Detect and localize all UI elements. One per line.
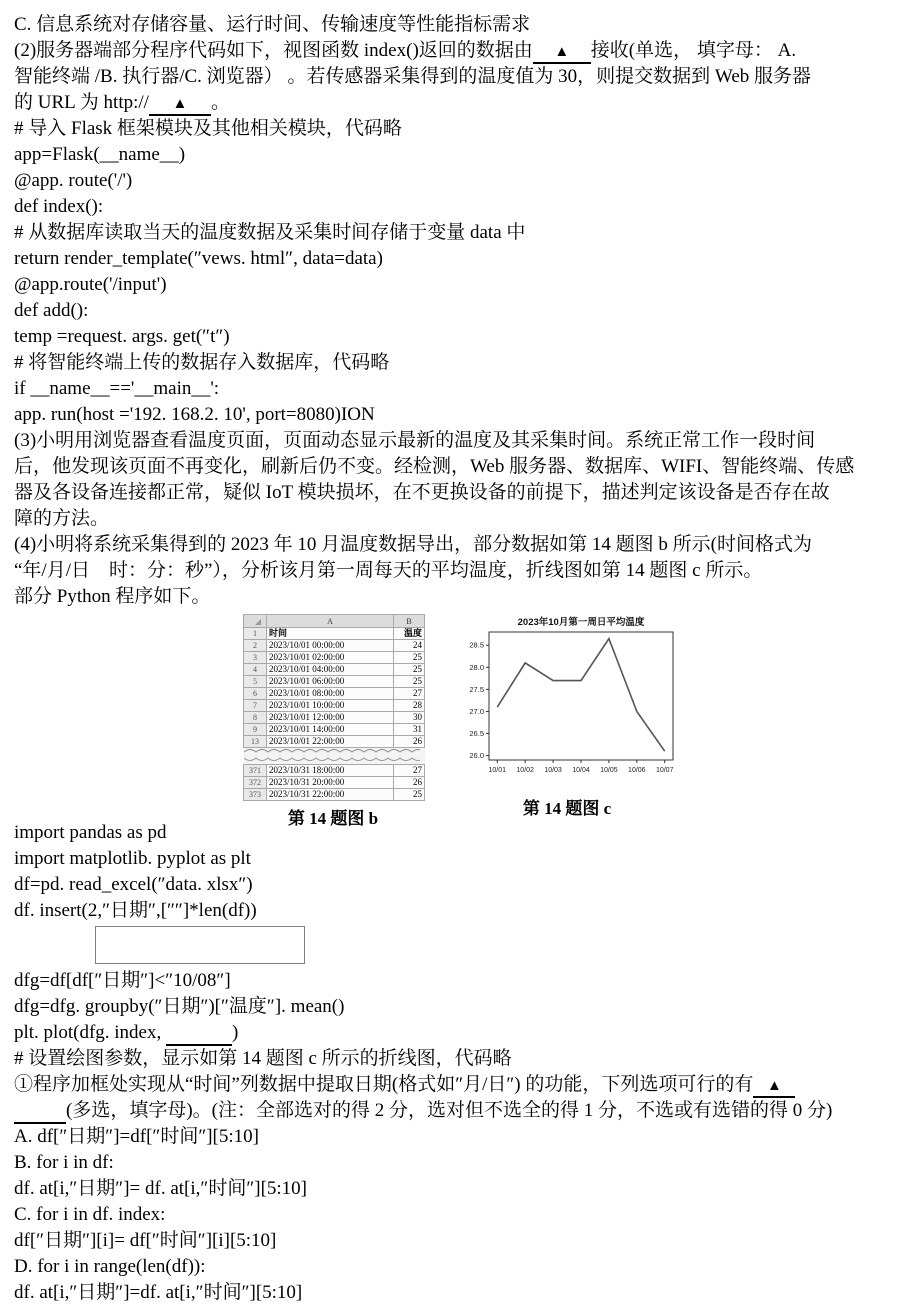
- text-line: [14, 350, 886, 376]
- table-row: [244, 676, 425, 688]
- text-run: if __name__=='__main__':: [14, 378, 220, 399]
- text-line: [14, 1098, 886, 1124]
- time-cell: 2023/10/01 06:00:00: [267, 676, 394, 688]
- text-run: C. 信息系统对存储容量、运行时间、传输速度等性能指标需求: [14, 14, 531, 35]
- time-cell: 2023/10/01 12:00:00: [267, 712, 394, 724]
- time-cell: 2023/10/01 14:00:00: [267, 724, 394, 736]
- time-cell: 2023/10/31 22:00:00: [267, 789, 394, 801]
- row-number: 13: [244, 736, 267, 748]
- text-line: [14, 246, 886, 272]
- text-line: [14, 1150, 886, 1176]
- y-tick-label: 27.5: [469, 684, 484, 694]
- x-tick-label: 10/06: [628, 767, 646, 774]
- text-run: def add():: [14, 300, 89, 321]
- text-line: [14, 1124, 886, 1150]
- temperature-cell: 27: [394, 688, 425, 700]
- row-number: 372: [244, 777, 267, 789]
- text-line: [14, 324, 886, 350]
- temperature-cell: 25: [394, 652, 425, 664]
- text-run: D. for i in range(len(df)):: [14, 1256, 206, 1277]
- y-tick-label: 26.0: [469, 751, 484, 761]
- corner-cell: [244, 615, 267, 628]
- temperature-cell: 30: [394, 712, 425, 724]
- text-run: (4)小明将系统采集得到的 2023 年 10 月温度数据导出，部分数据如第 14 题图 b 所示(时间格式为: [14, 534, 812, 555]
- figure-chart-c: [451, 614, 683, 819]
- text-run: 部分 Python 程序如下。: [14, 586, 211, 607]
- text-line: [14, 1046, 886, 1072]
- text-line: [14, 12, 886, 38]
- text-run: df[″日期″][i]= df[″时间″][i][5:10]: [14, 1230, 277, 1251]
- text-line: [14, 428, 886, 454]
- tear-row: [244, 748, 425, 765]
- row-number: 371: [244, 765, 267, 777]
- answer-triangle-icon: ▲: [766, 1078, 782, 1094]
- text-line: [14, 454, 886, 480]
- figure-c-caption: 第 14 题图 c: [522, 799, 612, 818]
- column-letter: A: [267, 615, 394, 628]
- text-run: # 设置绘图参数，显示如第 14 题图 c 所示的折线图，代码略: [14, 1048, 512, 1069]
- y-tick-label: 28.0: [469, 662, 484, 672]
- temperature-cell: 27: [394, 765, 425, 777]
- x-tick-label: 10/05: [600, 767, 618, 774]
- select-all-corner-icon: [255, 619, 261, 625]
- text-line: [14, 38, 886, 64]
- figures-row: [243, 614, 886, 828]
- table-row: [244, 765, 425, 777]
- table-row: [244, 736, 425, 748]
- time-cell: 2023/10/01 02:00:00: [267, 652, 394, 664]
- text-run: import pandas as pd: [14, 822, 167, 843]
- row-number: 2: [244, 640, 267, 652]
- answer-triangle-icon: ▲: [172, 96, 188, 112]
- text-block-top: [14, 12, 886, 610]
- text-line: [14, 968, 886, 994]
- code-block-mid: [14, 820, 886, 924]
- text-line: [14, 1202, 886, 1228]
- text-run: ①程序加框处实现从“时间”列数据中提取日期(格式如″月/日″) 的功能，下列选项可行的有: [14, 1074, 754, 1095]
- answer-triangle-icon: ▲: [554, 44, 570, 60]
- answer-blank: [14, 1098, 66, 1124]
- row-number: 1: [244, 628, 267, 640]
- text-line: [14, 480, 886, 506]
- text-line: [14, 376, 886, 402]
- text-line: [14, 1176, 886, 1202]
- text-line: [14, 402, 886, 428]
- temperature-cell: 26: [394, 777, 425, 789]
- text-block-bottom: [14, 968, 886, 1306]
- spreadsheet-table: [243, 614, 423, 801]
- time-cell: 2023/10/01 00:00:00: [267, 640, 394, 652]
- text-line: [14, 558, 886, 584]
- x-tick-label: 10/07: [655, 767, 674, 774]
- text-run: dfg=df[df[″日期″]<″10/08″]: [14, 970, 231, 991]
- table-row: [244, 664, 425, 676]
- table-row: [244, 628, 425, 640]
- temperature-cell: 26: [394, 736, 425, 748]
- text-run: 器及各设备连接都正常，疑似 IoT 模块损坏，在不更换设备的前提下，描述判定该设备是否存在故: [14, 482, 830, 503]
- table-row: [244, 652, 425, 664]
- time-cell: 2023/10/31 18:00:00: [267, 765, 394, 777]
- text-line: [14, 142, 886, 168]
- text-run: app. run(host ='192. 168.2. 10', port=8080)ION: [14, 404, 375, 425]
- text-line: [14, 220, 886, 246]
- row-number: 6: [244, 688, 267, 700]
- x-tick-label: 10/04: [572, 767, 590, 774]
- text-run: (多选，填字母)。(注：全部选对的得 2 分，选对但不选全的得 1 分，不选或有选错的得 0 分): [66, 1100, 833, 1121]
- table-row: [244, 688, 425, 700]
- text-line: [14, 506, 886, 532]
- figure-table-b: [243, 614, 423, 829]
- row-number: 9: [244, 724, 267, 736]
- temperature-data-table: [243, 614, 425, 801]
- answer-blank: [166, 1020, 232, 1046]
- text-run: temp =request. args. get(″t″): [14, 326, 230, 347]
- table-row: [244, 700, 425, 712]
- answer-box: [95, 926, 305, 964]
- row-number: 373: [244, 789, 267, 801]
- time-cell: 时间: [267, 628, 394, 640]
- answer-box-line: [14, 924, 886, 968]
- text-run: 。: [210, 92, 230, 113]
- torn-edge-separator: [244, 748, 425, 765]
- answer-blank: [149, 90, 211, 116]
- time-cell: 2023/10/01 22:00:00: [267, 736, 394, 748]
- line-chart: [451, 614, 683, 786]
- table-row: [244, 777, 425, 789]
- text-run: (3)小明用浏览器查看温度页面，页面动态显示最新的温度及其采集时间。系统正常工作一段时间: [14, 430, 816, 451]
- text-line: [14, 298, 886, 324]
- answer-blank: [533, 38, 591, 64]
- row-number: 7: [244, 700, 267, 712]
- text-run: 后，他发现该页面不再变化，刷新后仍不变。经检测，Web 服务器、数据库、WIFI、智能终端、传感: [14, 456, 855, 477]
- text-run: “年/月/日 时：分：秒”），分析该月第一周每天的平均温度，折线图如第 14 题图 c 所示。: [14, 560, 763, 581]
- text-run: app=Flask(__name__): [14, 144, 186, 165]
- text-line: [14, 1254, 886, 1280]
- text-line: [14, 872, 886, 898]
- text-run: def index():: [14, 196, 104, 217]
- x-tick-label: 10/03: [544, 767, 562, 774]
- time-cell: 2023/10/01 04:00:00: [267, 664, 394, 676]
- text-line: [14, 1280, 886, 1306]
- text-run: df=pd. read_excel(″data. xlsx″): [14, 874, 253, 895]
- text-run: 障的方法。: [14, 508, 110, 529]
- time-cell: 2023/10/01 10:00:00: [267, 700, 394, 712]
- text-line: [14, 898, 886, 924]
- text-line: [14, 820, 886, 846]
- text-line: [14, 1020, 886, 1046]
- y-tick-label: 27.0: [469, 706, 484, 716]
- temperature-cell: 28: [394, 700, 425, 712]
- text-line: [14, 194, 886, 220]
- table-row: [244, 724, 425, 736]
- x-tick-label: 10/01: [488, 767, 507, 774]
- temperature-cell: 温度: [394, 628, 425, 640]
- row-number: 8: [244, 712, 267, 724]
- table-row: [244, 640, 425, 652]
- plot-border: [489, 632, 673, 760]
- column-letter: B: [394, 615, 425, 628]
- text-run: dfg=dfg. groupby(″日期″)[″温度″]. mean(): [14, 996, 345, 1017]
- temperature-line-series: [497, 639, 664, 752]
- text-line: [14, 272, 886, 298]
- y-tick-label: 26.5: [469, 729, 484, 739]
- temperature-cell: 25: [394, 789, 425, 801]
- text-run: @app.route('/input'): [14, 274, 167, 295]
- text-run: A. df[″日期″]=df[″时间″][5:10]: [14, 1126, 259, 1147]
- text-run: C. for i in df. index:: [14, 1204, 166, 1225]
- column-letters-row: [244, 615, 425, 628]
- text-run: 的 URL 为 http://: [14, 92, 149, 113]
- text-line: [14, 584, 886, 610]
- row-number: 4: [244, 664, 267, 676]
- temperature-cell: 31: [394, 724, 425, 736]
- text-line: [14, 64, 886, 90]
- table-row: [244, 789, 425, 801]
- y-tick-label: 28.5: [469, 640, 484, 650]
- text-run: df. at[i,″日期″]=df. at[i,″时间″][5:10]: [14, 1282, 303, 1303]
- time-cell: 2023/10/31 20:00:00: [267, 777, 394, 789]
- text-run: # 导入 Flask 框架模块及其他相关模块，代码略: [14, 118, 402, 139]
- text-line: [14, 1072, 886, 1098]
- text-run: # 将智能终端上传的数据存入数据库，代码略: [14, 352, 390, 373]
- time-cell: 2023/10/01 08:00:00: [267, 688, 394, 700]
- text-run: df. at[i,″日期″]= df. at[i,″时间″][5:10]: [14, 1178, 307, 1199]
- text-run: 智能终端 /B. 执行器/C. 浏览器） 。若传感器采集得到的温度值为 30，则提交数据到 Web 服务器: [14, 66, 812, 87]
- temperature-cell: 24: [394, 640, 425, 652]
- text-run: import matplotlib. pyplot as plt: [14, 848, 251, 869]
- table-row: [244, 712, 425, 724]
- text-run: df. insert(2,″日期″,[″″]*len(df)): [14, 900, 257, 921]
- text-run: return render_template(″vews. html″, data=data): [14, 248, 383, 269]
- text-run: ): [231, 1022, 239, 1043]
- text-line: [14, 1228, 886, 1254]
- x-tick-label: 10/02: [516, 767, 534, 774]
- text-line: [14, 168, 886, 194]
- chart-title: 2023年10月第一周日平均温度: [517, 617, 645, 628]
- text-run: @app. route('/'): [14, 170, 133, 191]
- temperature-cell: 25: [394, 664, 425, 676]
- row-number: 5: [244, 676, 267, 688]
- text-run: 接收(单选， 填字母： A.: [590, 40, 797, 61]
- figure-b-caption: 第 14 题图 b: [287, 809, 379, 828]
- answer-blank: [753, 1072, 795, 1098]
- text-run: plt. plot(dfg. index,: [14, 1022, 166, 1043]
- text-line: [14, 116, 886, 142]
- row-number: 3: [244, 652, 267, 664]
- text-line: [14, 90, 886, 116]
- text-line: [14, 994, 886, 1020]
- text-line: [14, 532, 886, 558]
- temperature-cell: 25: [394, 676, 425, 688]
- text-run: B. for i in df:: [14, 1152, 114, 1173]
- text-run: # 从数据库读取当天的温度数据及采集时间存储于变量 data 中: [14, 222, 526, 243]
- text-run: (2)服务器端部分程序代码如下，视图函数 index()返回的数据由: [14, 40, 533, 61]
- text-line: [14, 846, 886, 872]
